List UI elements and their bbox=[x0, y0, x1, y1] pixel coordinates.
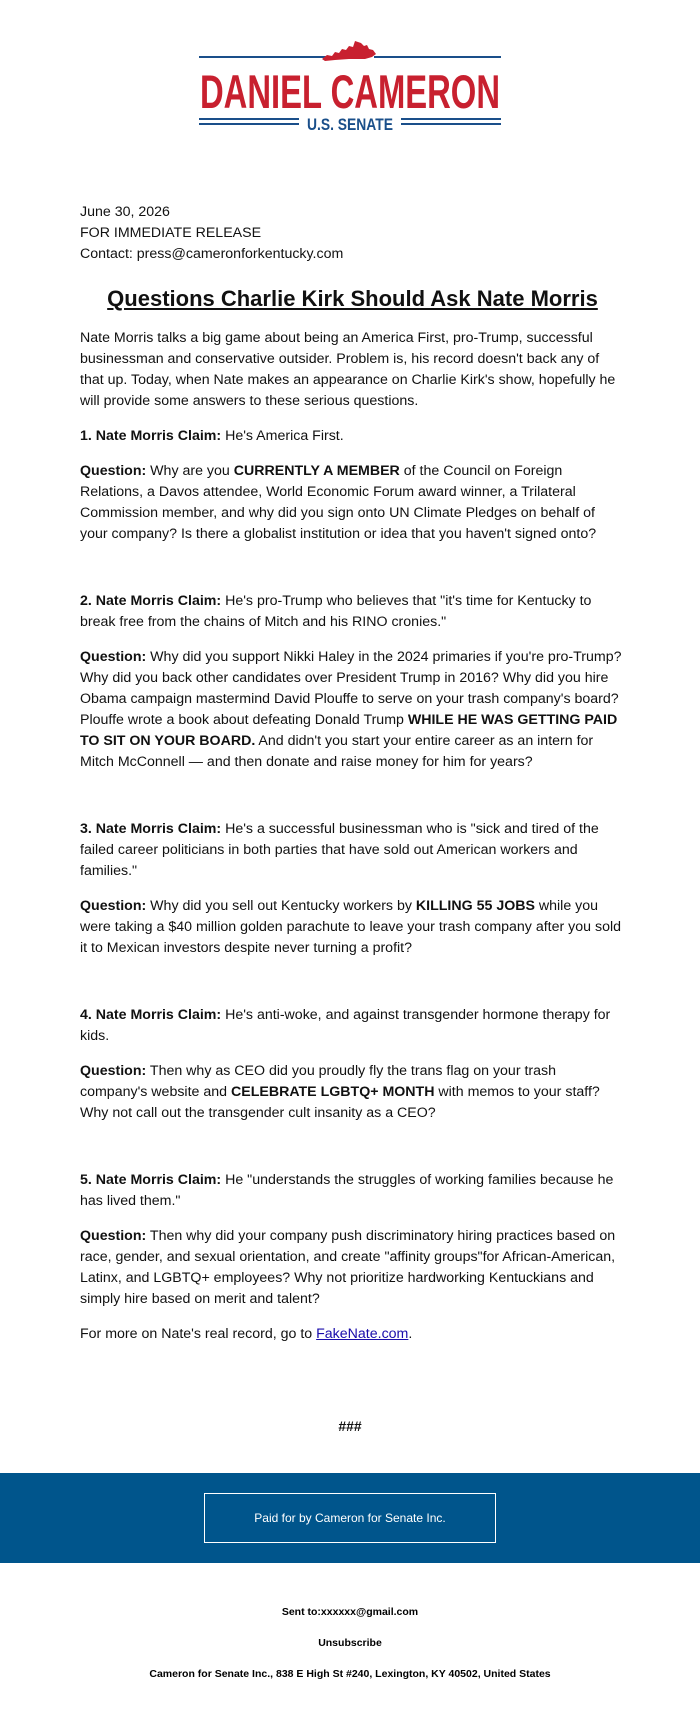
claim-label: 5. Nate Morris Claim: bbox=[80, 1172, 222, 1188]
claim-paragraph bbox=[80, 426, 625, 447]
question-label: Question: bbox=[80, 1228, 147, 1244]
kentucky-state-icon bbox=[322, 41, 376, 61]
question-emphasis: KILLING 55 JOBS bbox=[415, 898, 535, 914]
question-text: Then why as CEO did you proudly fly the trans flag on your trash company's website and bbox=[80, 1063, 557, 1100]
claim-section-4 bbox=[80, 1005, 625, 1124]
question-label: Question: bbox=[80, 463, 147, 479]
press-release-body bbox=[80, 202, 625, 1359]
end-mark: ### bbox=[338, 1418, 362, 1434]
sent-to-line: Sent to:xxxxxx@gmail.com bbox=[281, 1606, 419, 1618]
unsubscribe-link[interactable]: Unsubscribe bbox=[318, 1637, 382, 1649]
closing-paragraph bbox=[80, 1324, 625, 1345]
claim-label: 4. Nate Morris Claim: bbox=[80, 1007, 222, 1023]
claim-section-1 bbox=[80, 426, 625, 545]
logo-rule-bottom-right-2 bbox=[401, 123, 501, 125]
claim-label: 2. Nate Morris Claim: bbox=[80, 593, 222, 609]
claim-paragraph bbox=[80, 1005, 625, 1047]
logo-rule-bottom-left-1 bbox=[199, 118, 299, 120]
claim-paragraph bbox=[80, 819, 625, 882]
question-paragraph bbox=[80, 1061, 625, 1124]
claim-label: 1. Nate Morris Claim: bbox=[80, 428, 222, 444]
question-emphasis: CURRENTLY A MEMBER bbox=[233, 463, 400, 479]
claim-section-5 bbox=[80, 1170, 625, 1310]
claim-section-2 bbox=[80, 591, 625, 773]
question-text: Why are you bbox=[146, 463, 234, 479]
campaign-logo bbox=[199, 40, 501, 140]
release-header bbox=[80, 202, 625, 265]
fakenate-link[interactable]: FakeNate.com bbox=[316, 1326, 409, 1342]
intro-paragraph: Nate Morris talks a big game about being an America First, pro-Trump, successful businessman and conservative outsider. Problem is, his record doesn't back any of that up. Today, when Nate makes an appearance on Charlie Kirk's show, hopefully he will provide some answers to these serious questions. bbox=[80, 330, 616, 409]
question-text-continued: And didn't you start your entire career as an intern for Mitch McConnell — and then donate and raise money for him for years? bbox=[80, 733, 594, 770]
question-label: Question: bbox=[80, 1063, 147, 1079]
question-text: Why did you support Nikki Haley in the 2024 primaries if you're pro-Trump? Why did you back other candidates over President Trump in 2016? Why did you hire Obama campaign mastermind David Plouffe to serve on your trash company's board? Plouffe wrote a book about defeating Donald Trump bbox=[80, 649, 622, 728]
question-paragraph bbox=[80, 647, 625, 773]
closing-text: For more on Nate's real record, go to bbox=[80, 1326, 317, 1342]
question-text: Why did you sell out Kentucky workers by bbox=[146, 898, 416, 914]
claim-paragraph bbox=[80, 1170, 625, 1212]
logo-office: U.S. SENATE bbox=[307, 115, 393, 134]
campaign-logo-graphic bbox=[199, 40, 501, 140]
logo-rule-bottom-right-1 bbox=[401, 118, 501, 120]
logo-rule-top-right bbox=[374, 56, 501, 58]
paid-for-band bbox=[0, 1473, 700, 1563]
logo-rule-bottom-left-2 bbox=[199, 123, 299, 125]
question-text-continued: with memos to your staff? Why not call out the transgender cult insanity as a CEO? bbox=[80, 1084, 600, 1121]
question-paragraph bbox=[80, 1226, 625, 1310]
paid-for-disclaimer: Paid for by Cameron for Senate Inc. bbox=[204, 1493, 496, 1543]
claim-text: He's pro-Trump who believes that "it's time for Kentucky to break free from the chains of Mitch and his RINO cronies." bbox=[80, 593, 592, 630]
release-date: June 30, 2026 bbox=[80, 204, 170, 220]
claim-section-3 bbox=[80, 819, 625, 959]
claim-label: 3. Nate Morris Claim: bbox=[80, 821, 222, 837]
question-text: Then why did your company push discriminatory hiring practices based on race, gender, and sexual orientation, and create "affinity groups"for African-American, Latinx, and LGBTQ+ employees? Why not prioritize hardworking Kentuckians and simply hire based on merit and talent? bbox=[80, 1228, 616, 1307]
question-label: Question: bbox=[80, 898, 147, 914]
release-label: FOR IMMEDIATE RELEASE bbox=[80, 225, 262, 241]
claim-text: He "understands the struggles of working families because he has lived them." bbox=[80, 1172, 614, 1209]
question-text-continued: of the Council on Foreign Relations, a Davos attendee, World Economic Forum award winner, a Trilateral Commission member, and why did you sign onto UN Climate Pledges on behalf of your company? Is there a globalist institution or idea that you haven't signed onto? bbox=[80, 463, 597, 542]
question-emphasis: CELEBRATE LGBTQ+ MONTH bbox=[230, 1084, 435, 1100]
question-paragraph bbox=[80, 896, 625, 959]
release-contact: Contact: press@cameronforkentucky.com bbox=[80, 246, 344, 262]
headline: Questions Charlie Kirk Should Ask Nate Morris bbox=[107, 286, 598, 311]
footer-address: Cameron for Senate Inc., 838 E High St #240, Lexington, KY 40502, United States bbox=[149, 1668, 551, 1680]
claim-text: He's America First. bbox=[221, 428, 344, 444]
question-text-continued: while you were taking a $40 million golden parachute to leave your trash company after you sold it to Mexican investors despite never turning a profit? bbox=[80, 898, 622, 956]
question-emphasis: WHILE HE WAS GETTING PAID TO SIT ON YOUR BOARD. bbox=[80, 712, 618, 749]
question-paragraph bbox=[80, 461, 625, 545]
question-label: Question: bbox=[80, 649, 147, 665]
logo-name: DANIEL CAMERON bbox=[200, 65, 500, 118]
claim-text: He's a successful businessman who is "sick and tired of the failed career politicians in both parties that have sold out American workers and families." bbox=[80, 821, 599, 879]
claim-text: He's anti-woke, and against transgender hormone therapy for kids. bbox=[80, 1007, 611, 1044]
closing-period: . bbox=[408, 1326, 413, 1342]
claim-paragraph bbox=[80, 591, 625, 633]
